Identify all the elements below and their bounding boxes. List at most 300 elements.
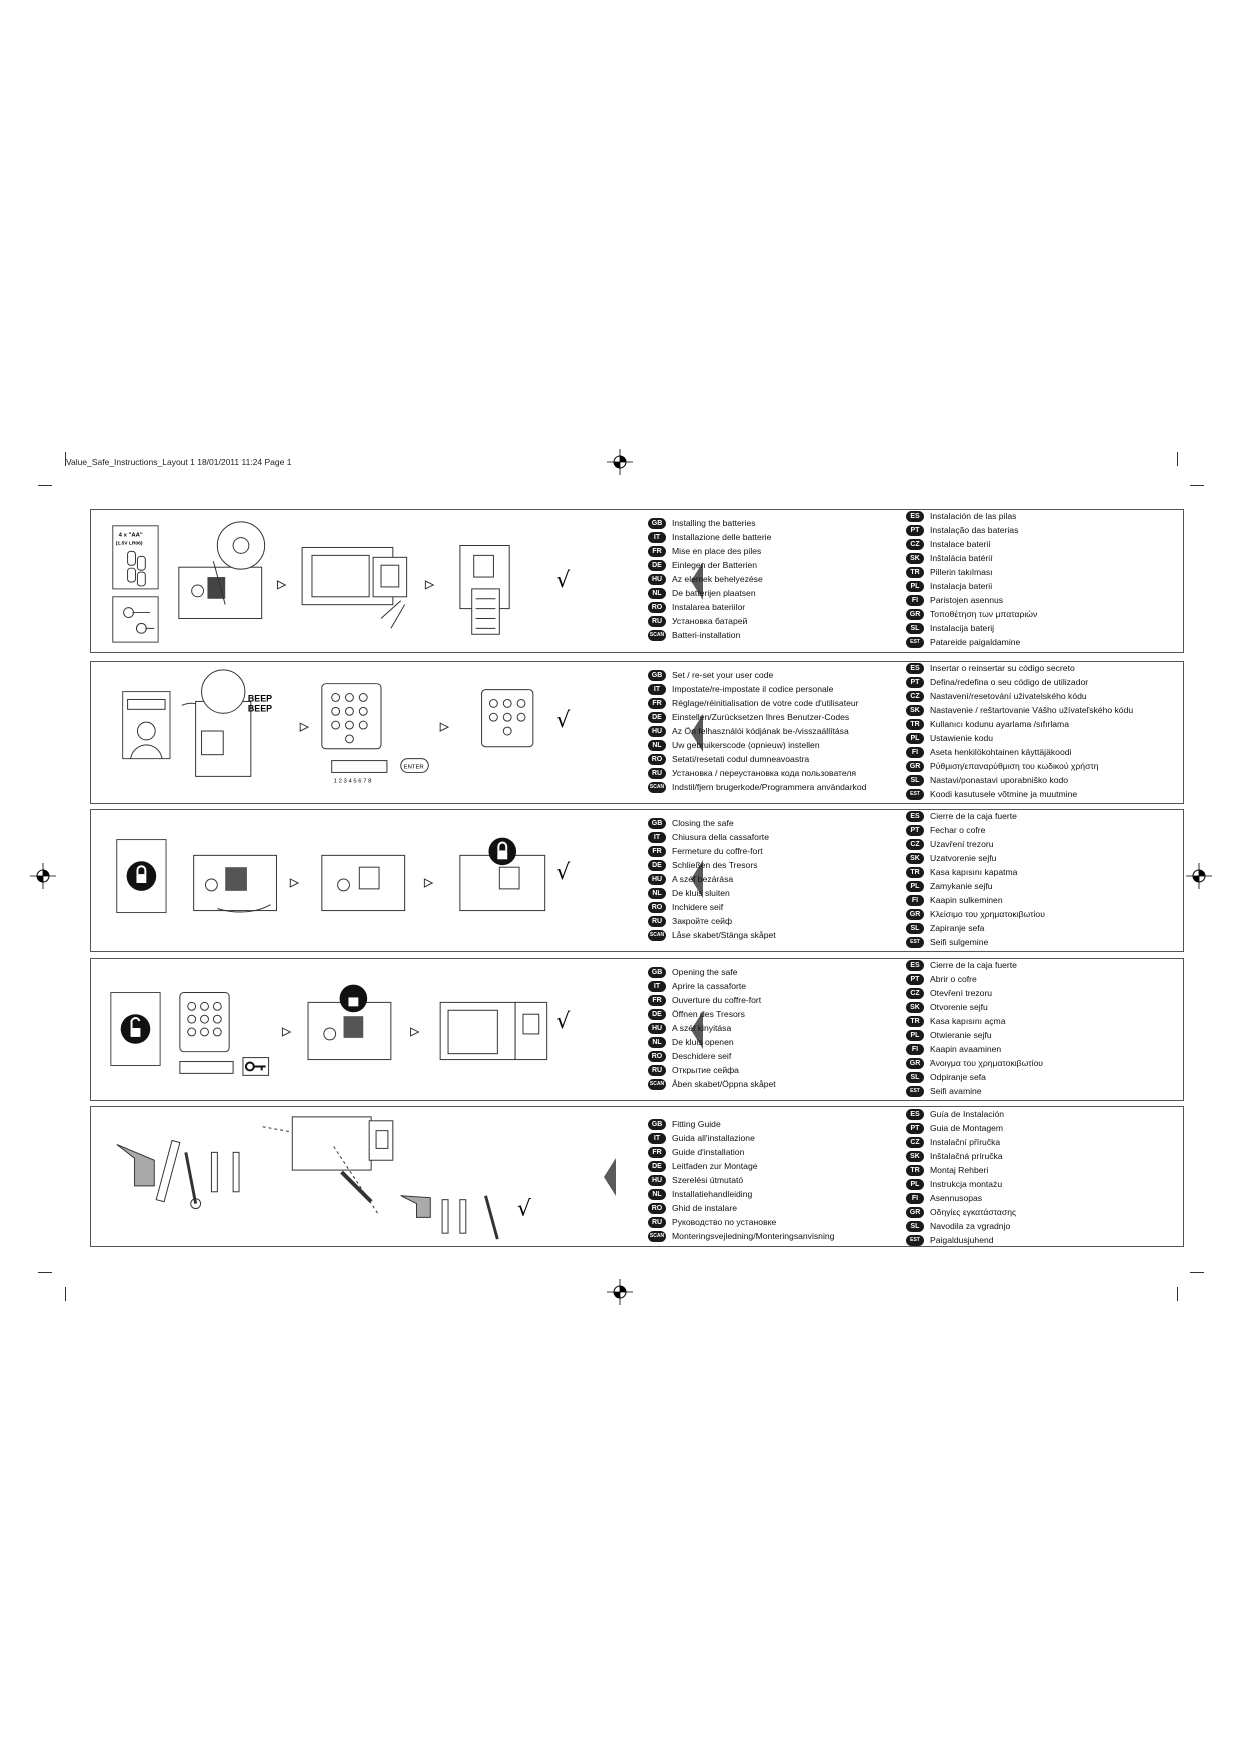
lang-item-cz	[906, 837, 1045, 851]
lang-item-text: Otevření trezoru	[930, 988, 993, 998]
lang-item-text: De batterijen plaatsen	[672, 588, 756, 598]
lang-item-text: Kaapin avaaminen	[930, 1044, 1002, 1054]
language-code-badge: NL	[648, 888, 666, 899]
language-code-badge: SL	[906, 1072, 924, 1083]
lang-item-nl	[648, 886, 776, 900]
lang-item-pl	[906, 1028, 1043, 1042]
language-code-badge: HU	[648, 874, 666, 885]
fitting-guide-illustration	[91, 1107, 671, 1246]
language-code-badge: TR	[906, 867, 924, 878]
lang-item-tr	[906, 1163, 1016, 1177]
crop-mark	[38, 485, 52, 486]
lang-item-tr	[906, 717, 1133, 731]
language-code-badge: EST	[906, 1086, 924, 1097]
lang-item-text: Set / re-set your user code	[672, 670, 774, 680]
language-code-badge: DE	[648, 560, 666, 571]
lang-item-text: Seifi sulgemine	[930, 937, 989, 947]
language-code-badge: ES	[906, 960, 924, 971]
lang-item-cz	[906, 1135, 1016, 1149]
lang-item-text: Zapiranje sefa	[930, 923, 985, 933]
language-code-badge: SCAN	[648, 1231, 666, 1242]
language-code-badge: CZ	[906, 988, 924, 999]
language-code-badge: IT	[648, 532, 666, 543]
lang-item-text: Instalación de las pilas	[930, 511, 1017, 521]
language-code-badge: RO	[648, 1051, 666, 1062]
lang-item-sk	[906, 1149, 1016, 1163]
lang-item-text: Τοποθέτηση των μπαταριών	[930, 609, 1038, 619]
lang-item-gb	[648, 668, 866, 682]
language-code-badge: DE	[648, 712, 666, 723]
lang-item-est	[906, 1233, 1016, 1247]
language-code-badge: HU	[648, 726, 666, 737]
lang-item-text: Låse skabet/Stänga skåpet	[672, 930, 776, 940]
lang-item-hu	[648, 872, 776, 886]
lang-list-right	[906, 661, 1133, 801]
lang-item-fi	[906, 893, 1045, 907]
language-code-badge: PT	[906, 825, 924, 836]
lang-item-text: Einstellen/Zurücksetzen Ihres Benutzer-Codes	[672, 712, 850, 722]
lang-item-fi	[906, 1042, 1043, 1056]
lang-item-es	[906, 661, 1133, 675]
lang-item-gr	[906, 1056, 1043, 1070]
lang-item-hu	[648, 724, 866, 738]
language-code-badge: HU	[648, 1023, 666, 1034]
language-code-badge: FI	[906, 895, 924, 906]
lang-item-text: Batteri-installation	[672, 630, 741, 640]
lang-list-right	[906, 1107, 1016, 1247]
language-code-badge: IT	[648, 832, 666, 843]
lang-item-est	[906, 1084, 1043, 1098]
lang-item-tr	[906, 565, 1037, 579]
crop-mark	[65, 1287, 66, 1301]
registration-mark-icon	[607, 449, 633, 475]
lang-item-text: Nastavenie / reštartovanie Vášho užívateľského kódu	[930, 705, 1134, 715]
lang-item-it	[648, 830, 776, 844]
lang-list-right	[906, 509, 1037, 649]
lang-item-nl	[648, 738, 866, 752]
lang-item-text: Κλείσιμο του χρηματοκιβωτίου	[930, 909, 1045, 919]
lang-item-nl	[648, 1187, 834, 1201]
language-code-badge: GB	[648, 518, 666, 529]
registration-mark-icon	[30, 863, 56, 889]
lang-item-text: De kluis sluiten	[672, 888, 730, 898]
lang-item-fr	[648, 696, 866, 710]
language-code-badge: CZ	[906, 1137, 924, 1148]
battery-type-label: (1.5V LR06)	[115, 541, 143, 547]
lang-item-pt	[906, 1121, 1016, 1135]
language-code-badge: ES	[906, 1109, 924, 1120]
lang-item-text: Откpытие сейфа	[672, 1065, 739, 1075]
lang-item-text: Leitfaden zur Montage	[672, 1161, 758, 1171]
lang-item-hu	[648, 1173, 834, 1187]
language-code-badge: FI	[906, 595, 924, 606]
lang-item-text: Mise en place des piles	[672, 546, 762, 556]
section-opening-safe	[90, 958, 1184, 1101]
lang-item-ro	[648, 600, 771, 614]
language-code-badge: NL	[648, 1037, 666, 1048]
language-code-badge: SK	[906, 853, 924, 864]
lang-item-est	[906, 635, 1037, 649]
lang-item-ru	[648, 614, 771, 628]
lang-item-text: Réglage/réinitialisation de votre code d'utilisateur	[672, 698, 859, 708]
language-code-badge: CZ	[906, 539, 924, 550]
language-code-badge: SK	[906, 1151, 924, 1162]
language-code-badge: ES	[906, 663, 924, 674]
lang-item-text: Zamykanie sejfu	[930, 881, 993, 891]
language-code-badge: RU	[648, 1065, 666, 1076]
section-user-code	[90, 661, 1184, 804]
language-code-badge: FI	[906, 747, 924, 758]
lang-item-text: Chiusura della cassaforte	[672, 832, 769, 842]
lang-item-text: Instalação das baterias	[930, 525, 1019, 535]
lang-item-sk	[906, 703, 1133, 717]
opening-safe-illustration	[91, 959, 671, 1100]
lang-item-nl	[648, 586, 771, 600]
language-code-badge: HU	[648, 1175, 666, 1186]
language-code-badge: PL	[906, 1179, 924, 1190]
lang-item-ro	[648, 1201, 834, 1215]
lang-item-hu	[648, 572, 771, 586]
language-code-badge: GB	[648, 818, 666, 829]
language-code-badge: NL	[648, 588, 666, 599]
language-code-badge: PT	[906, 974, 924, 985]
lang-item-es	[906, 509, 1037, 523]
language-code-badge: FI	[906, 1193, 924, 1204]
lang-item-text: Abrir o cofre	[930, 974, 977, 984]
language-code-badge: FR	[648, 546, 666, 557]
lang-list-left	[648, 516, 771, 642]
lang-item-text: Установка / переустановка кода пользователя	[672, 768, 857, 778]
lang-item-sl	[906, 1219, 1016, 1233]
lang-item-text: Az Ön felhasználói kódjának be-/visszaállítása	[672, 726, 849, 736]
language-code-badge: TR	[906, 719, 924, 730]
language-code-badge: RU	[648, 1217, 666, 1228]
lang-item-it	[648, 682, 866, 696]
lang-item-es	[906, 958, 1043, 972]
language-code-badge: DE	[648, 1009, 666, 1020]
lang-item-text: A széf bezárása	[672, 874, 734, 884]
lang-item-text: Insertar o reinsertar su código secreto	[930, 663, 1075, 673]
lang-list-left	[648, 1117, 834, 1243]
check-icon: √	[556, 567, 571, 593]
language-code-badge: ES	[906, 511, 924, 522]
language-code-badge: SCAN	[648, 1079, 666, 1090]
language-code-badge: PT	[906, 1123, 924, 1134]
lang-item-pt	[906, 972, 1043, 986]
lang-item-scan	[648, 928, 776, 942]
lang-item-text: Closing the safe	[672, 818, 734, 828]
lang-item-cz	[906, 537, 1037, 551]
lang-item-text: Άνοιγμα του χρηματοκιβωτίου	[930, 1058, 1043, 1068]
lang-item-text: Deschidere seif	[672, 1051, 732, 1061]
language-code-badge: EST	[906, 937, 924, 948]
language-code-badge: RO	[648, 754, 666, 765]
crop-mark	[1177, 1287, 1178, 1301]
lang-item-pl	[906, 579, 1037, 593]
lang-item-text: Instalarea bateriilor	[672, 602, 746, 612]
lang-item-fr	[648, 1145, 834, 1159]
lang-item-sk	[906, 1000, 1043, 1014]
language-code-badge: DE	[648, 1161, 666, 1172]
language-code-badge: CZ	[906, 839, 924, 850]
lang-item-gr	[906, 907, 1045, 921]
lang-item-text: Impostate/re-impostate il codice personale	[672, 684, 834, 694]
lang-item-text: Kasa kapısını açma	[930, 1016, 1006, 1026]
lang-item-it	[648, 1131, 834, 1145]
lang-item-tr	[906, 1014, 1043, 1028]
check-icon: √	[556, 1009, 571, 1035]
lang-item-gr	[906, 607, 1037, 621]
lang-item-pt	[906, 823, 1045, 837]
lang-item-est	[906, 935, 1045, 949]
lang-item-text: Otwieranie sejfu	[930, 1030, 992, 1040]
lang-item-de	[648, 558, 771, 572]
lang-item-fi	[906, 745, 1133, 759]
lang-item-text: Monteringsvejledning/Monteringsanvisning	[672, 1231, 835, 1241]
lang-item-cz	[906, 689, 1133, 703]
lang-item-de	[648, 1159, 834, 1173]
lang-item-text: Cierre de la caja fuerte	[930, 960, 1017, 970]
lang-item-sl	[906, 921, 1045, 935]
lang-item-it	[648, 979, 776, 993]
language-code-badge: EST	[906, 1235, 924, 1246]
lang-item-text: Inštalácia batérií	[930, 553, 993, 563]
lang-item-text: Instalacja baterii	[930, 581, 993, 591]
language-code-badge: RU	[648, 916, 666, 927]
lang-item-text: Az elemek behelyezése	[672, 574, 763, 584]
closing-safe-illustration	[91, 810, 671, 951]
language-code-badge: GR	[906, 609, 924, 620]
language-code-badge: IT	[648, 1133, 666, 1144]
language-code-badge: IT	[648, 981, 666, 992]
language-code-badge: NL	[648, 740, 666, 751]
lang-item-text: Indstil/fjern brugerkode/Programmera användarkod	[672, 782, 867, 792]
lang-item-de	[648, 710, 866, 724]
language-code-badge: HU	[648, 574, 666, 585]
language-code-badge: FR	[648, 846, 666, 857]
lang-item-text: Setati/resetati codul dumneavoastra	[672, 754, 810, 764]
lang-item-text: Ustawienie kodu	[930, 733, 994, 743]
lang-item-hu	[648, 1021, 776, 1035]
lang-item-text: Odpiranje sefa	[930, 1072, 986, 1082]
lang-item-text: Uzavření trezoru	[930, 839, 994, 849]
language-code-badge: SCAN	[648, 630, 666, 641]
language-code-badge: SK	[906, 705, 924, 716]
lang-item-de	[648, 1007, 776, 1021]
beep-label: BEEP	[247, 703, 273, 714]
lang-item-text: Kaapin sulkeminen	[930, 895, 1003, 905]
language-code-badge: SL	[906, 623, 924, 634]
lang-item-fr	[648, 544, 771, 558]
lang-item-scan	[648, 628, 771, 642]
lang-item-es	[906, 1107, 1016, 1121]
lang-item-sk	[906, 851, 1045, 865]
lang-item-text: Aprire la cassaforte	[672, 981, 747, 991]
lang-item-text: Åben skabet/Öppna skåpet	[672, 1079, 776, 1089]
lang-item-text: Inchidere seif	[672, 902, 724, 912]
lang-item-text: Paristojen asennus	[930, 595, 1004, 605]
lang-item-es	[906, 809, 1045, 823]
lang-list-left	[648, 816, 776, 942]
lang-item-text: Seifi avamine	[930, 1086, 982, 1096]
lang-item-scan	[648, 1077, 776, 1091]
language-code-badge: PT	[906, 677, 924, 688]
lang-item-text: Koodi kasutusele võtmine ja muutmine	[930, 789, 1078, 799]
lang-list-left	[648, 668, 866, 794]
lang-list-right	[906, 809, 1045, 949]
language-code-badge: PT	[906, 525, 924, 536]
lang-item-text: Ρύθμιση/επαναρύθμιση του κωδικού χρήστη	[930, 761, 1099, 771]
lang-item-text: Instrukcja montażu	[930, 1179, 1003, 1189]
registration-mark-icon	[607, 1279, 633, 1305]
language-code-badge: SCAN	[648, 782, 666, 793]
lang-item-text: Installatiehandleiding	[672, 1189, 753, 1199]
crop-mark	[65, 452, 66, 466]
lang-item-text: Fechar o cofre	[930, 825, 986, 835]
check-icon: √	[556, 860, 571, 886]
lang-item-text: Kullanıcı kodunu ayarlama /sıfırlama	[930, 719, 1069, 729]
lang-item-text: A széf kinyitása	[672, 1023, 732, 1033]
language-code-badge: EST	[906, 637, 924, 648]
lang-item-text: Οδηγίες εγκατάστασης	[930, 1207, 1017, 1217]
lang-item-fi	[906, 1191, 1016, 1205]
language-code-badge: GR	[906, 1207, 924, 1218]
language-code-badge: CZ	[906, 691, 924, 702]
lang-item-text: Navodila za vgradnjo	[930, 1221, 1011, 1231]
lang-item-scan	[648, 1229, 834, 1243]
lang-item-text: Schließen des Tresors	[672, 860, 758, 870]
lang-item-text: Pillerin takılması	[930, 567, 993, 577]
crop-mark	[1190, 1272, 1204, 1273]
lang-item-text: Руководство по установке	[672, 1217, 777, 1227]
crop-mark	[1190, 485, 1204, 486]
lang-item-gr	[906, 759, 1133, 773]
lang-item-text: Uzatvorenie sejfu	[930, 853, 997, 863]
lang-list-right	[906, 958, 1043, 1098]
lang-item-text: Opening the safe	[672, 967, 738, 977]
lang-item-pl	[906, 1177, 1016, 1191]
language-code-badge: FR	[648, 995, 666, 1006]
lang-item-ro	[648, 1049, 776, 1063]
registration-mark-icon	[1186, 863, 1212, 889]
lang-item-text: Aseta henkilökohtainen käyttäjäkoodi	[930, 747, 1072, 757]
language-code-badge: FR	[648, 698, 666, 709]
lang-item-ru	[648, 1215, 834, 1229]
lang-item-text: Guida all'installazione	[672, 1133, 755, 1143]
lang-item-text: Ghid de instalare	[672, 1203, 737, 1213]
check-icon: √	[517, 1196, 531, 1222]
print-slug: Value_Safe_Instructions_Layout 1 18/01/2011 11:24 Page 1	[66, 457, 292, 467]
language-code-badge: TR	[906, 1016, 924, 1027]
section-installing-batteries	[90, 509, 1184, 653]
language-code-badge: FI	[906, 1044, 924, 1055]
lang-item-pl	[906, 879, 1045, 893]
lang-item-text: Nastavi/ponastavi uporabniško kodo	[930, 775, 1069, 785]
lang-item-text: Otvorenie sejfu	[930, 1002, 988, 1012]
language-code-badge: GB	[648, 967, 666, 978]
lang-item-text: Guia de Montagem	[930, 1123, 1004, 1133]
lang-item-text: Установка батарей	[672, 616, 748, 626]
lang-item-gb	[648, 1117, 834, 1131]
lang-item-text: Öffnen des Tresors	[672, 1009, 745, 1019]
lang-item-it	[648, 530, 771, 544]
language-code-badge: RU	[648, 768, 666, 779]
lang-item-est	[906, 787, 1133, 801]
language-code-badge: PL	[906, 881, 924, 892]
lang-item-text: Nastavení/resetování uživatelského kódu	[930, 691, 1087, 701]
lang-item-text: Patareide paigaldamine	[930, 637, 1021, 647]
lang-item-text: Ouverture du coffre-fort	[672, 995, 762, 1005]
lang-item-text: Szerelési útmutató	[672, 1175, 744, 1185]
lang-item-scan	[648, 780, 866, 794]
language-code-badge: TR	[906, 1165, 924, 1176]
digit-sequence-label: 1 2 3 4 5 6 7 8	[333, 778, 372, 785]
lang-item-gb	[648, 816, 776, 830]
language-code-badge: ES	[906, 811, 924, 822]
lang-item-cz	[906, 986, 1043, 1000]
lang-item-pt	[906, 675, 1133, 689]
language-code-badge: FR	[648, 1147, 666, 1158]
language-code-badge: IT	[648, 684, 666, 695]
lang-item-text: Guía de Instalación	[930, 1109, 1005, 1119]
user-code-illustration	[91, 662, 671, 803]
language-code-badge: PL	[906, 581, 924, 592]
language-code-badge: SK	[906, 1002, 924, 1013]
lang-item-text: Uw gebruikerscode (opnieuw) instellen	[672, 740, 820, 750]
lang-item-text: Installazione delle batterie	[672, 532, 772, 542]
lang-item-text: Einlegen der Batterien	[672, 560, 758, 570]
language-code-badge: RO	[648, 1203, 666, 1214]
lang-item-text: Cierre de la caja fuerte	[930, 811, 1017, 821]
crop-mark	[1177, 452, 1178, 466]
lang-item-fi	[906, 593, 1037, 607]
language-code-badge: RO	[648, 602, 666, 613]
lang-item-text: Fitting Guide	[672, 1119, 721, 1129]
lang-item-ro	[648, 752, 866, 766]
lang-item-text: Inštalačná príručka	[930, 1151, 1003, 1161]
section-closing-safe	[90, 809, 1184, 952]
lang-item-fr	[648, 844, 776, 858]
language-code-badge: SL	[906, 923, 924, 934]
crop-mark	[38, 1272, 52, 1273]
lang-item-sl	[906, 773, 1133, 787]
enter-key-label: ENTER	[403, 764, 424, 771]
language-code-badge: GB	[648, 670, 666, 681]
lang-item-text: Instalace baterií	[930, 539, 991, 549]
step-pointer-icon	[604, 1158, 616, 1196]
lang-list-left	[648, 965, 776, 1091]
lang-item-gr	[906, 1205, 1016, 1219]
language-code-badge: SK	[906, 553, 924, 564]
language-code-badge: GR	[906, 761, 924, 772]
language-code-badge: GR	[906, 909, 924, 920]
battery-count-label: 4 x "AA"	[118, 532, 143, 539]
lang-item-text: Fermeture du coffre-fort	[672, 846, 763, 856]
lang-item-sl	[906, 621, 1037, 635]
language-code-badge: PL	[906, 1030, 924, 1041]
lang-item-text: Instalacija baterij	[930, 623, 995, 633]
lang-item-text: Montaj Rehberi	[930, 1165, 989, 1175]
language-code-badge: TR	[906, 567, 924, 578]
language-code-badge: PL	[906, 733, 924, 744]
language-code-badge: NL	[648, 1189, 666, 1200]
lang-item-ru	[648, 766, 866, 780]
lang-item-text: Installing the batteries	[672, 518, 756, 528]
lang-item-text: Guide d'installation	[672, 1147, 745, 1157]
lang-item-text: Paigaldusjuhend	[930, 1235, 994, 1245]
section-fitting-guide	[90, 1106, 1184, 1247]
beep-label: BEEP	[247, 693, 273, 704]
